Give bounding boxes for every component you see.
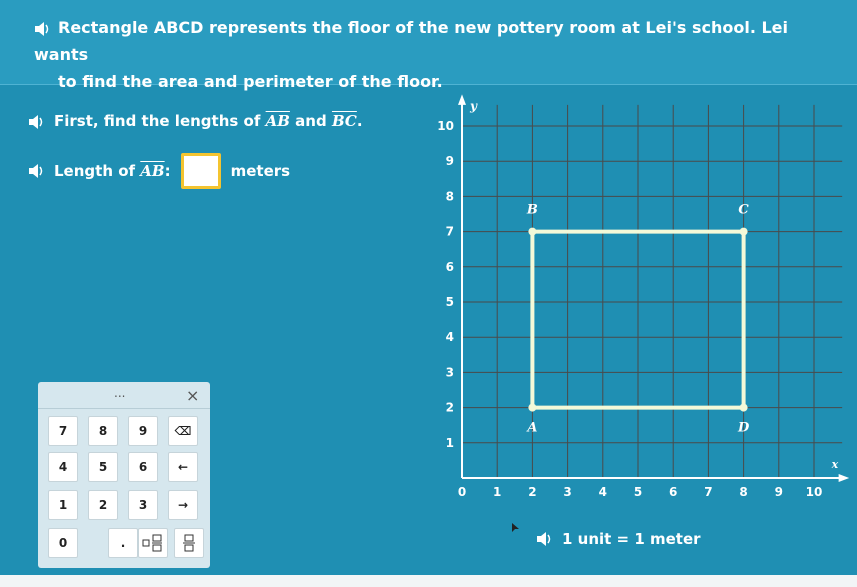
speaker-icon[interactable]	[34, 22, 50, 36]
y-tick-label: 5	[445, 295, 454, 309]
key-5[interactable]: 5	[88, 452, 118, 482]
length-colon: :	[164, 162, 171, 180]
speaker-icon[interactable]	[28, 115, 44, 129]
vertex-label-a: A	[527, 420, 538, 436]
x-tick-label: 0	[457, 485, 467, 499]
keypad-header	[38, 382, 210, 409]
key-3[interactable]: 3	[128, 490, 158, 520]
key-2[interactable]: 2	[88, 490, 118, 520]
key-4[interactable]: 4	[48, 452, 78, 482]
y-tick-label: 9	[445, 154, 454, 169]
y-tick-label: 8	[445, 189, 454, 204]
decimal-key[interactable]: .	[108, 528, 138, 558]
segment-bc: $\overline{BC}$	[331, 112, 357, 130]
x-tick-label: 9	[774, 485, 783, 499]
key-8[interactable]: 8	[88, 416, 118, 446]
problem-statement	[34, 14, 834, 95]
key-1[interactable]: 1	[48, 490, 78, 520]
coordinate-grid	[437, 99, 839, 508]
left-arrow-key[interactable]: ←	[168, 452, 198, 482]
instruction-and: and	[295, 112, 327, 130]
x-tick-label: 8	[739, 485, 748, 499]
speaker-icon[interactable]	[28, 164, 44, 178]
x-tick-label: 4	[598, 485, 607, 499]
y-tick-label: 6	[445, 259, 454, 274]
vertex-label-c: C	[738, 202, 749, 218]
y-tick-label: 2	[445, 400, 454, 415]
y-axis-label: y	[470, 99, 477, 114]
backspace-key[interactable]: ⌫	[168, 416, 198, 446]
problem-line-1: Rectangle ABCD represents the floor of the new pottery room at Lei's school. Lei wants	[34, 18, 788, 64]
key-0[interactable]: 0	[48, 528, 78, 558]
vertex-b	[528, 228, 536, 236]
y-tick-label: 1	[445, 435, 454, 450]
key-9[interactable]: 9	[128, 416, 158, 446]
length-answer-input[interactable]	[181, 153, 221, 189]
x-tick-label: 3	[563, 485, 572, 499]
close-icon[interactable]: ×	[186, 386, 200, 405]
length-label: Length of	[54, 162, 136, 180]
y-tick-label: 4	[445, 330, 454, 345]
length-unit: meters	[230, 162, 291, 180]
x-tick-label: 7	[704, 485, 713, 499]
right-arrow-key[interactable]: →	[168, 490, 198, 520]
x-axis-label: x	[831, 458, 839, 471]
unit-note	[536, 530, 701, 548]
key-6[interactable]: 6	[128, 452, 158, 482]
key-7[interactable]: 7	[48, 416, 78, 446]
vertex-a	[528, 404, 536, 412]
y-tick-label: 3	[445, 365, 454, 380]
y-tick-label: 7	[445, 224, 454, 239]
fraction-icon[interactable]	[174, 528, 204, 558]
keypad-drag-handle[interactable]: ...	[114, 386, 126, 400]
vertex-d	[740, 404, 748, 412]
x-tick-label: 6	[669, 485, 678, 499]
bottom-bar	[0, 575, 857, 587]
vertex-label-b: B	[526, 202, 538, 218]
y-axis-arrow	[458, 94, 466, 105]
unit-note-text: 1 unit = 1 meter	[562, 530, 701, 548]
segment-ab: $\overline{AB}$	[265, 112, 290, 130]
x-tick-label: 10	[805, 485, 823, 499]
x-tick-label: 2	[528, 485, 537, 499]
instruction	[28, 112, 363, 130]
vertex-label-d: D	[737, 420, 750, 436]
x-tick-label: 1	[493, 485, 502, 499]
x-tick-label: 5	[633, 485, 643, 499]
x-axis-arrow	[839, 474, 850, 482]
vertex-c	[740, 228, 748, 236]
length-segment: $\overline{AB}$	[140, 162, 165, 180]
instruction-prefix: First, find the lengths of	[54, 112, 261, 130]
mouse-cursor-icon	[512, 518, 520, 537]
mixed-number-icon[interactable]	[138, 528, 168, 558]
keypad	[38, 382, 210, 568]
instruction-period: .	[356, 112, 363, 130]
y-tick-label: 10	[437, 119, 454, 133]
problem-line-2: to find the area and perimeter of the floor.	[58, 72, 443, 91]
length-ab-row	[28, 152, 290, 190]
speaker-icon[interactable]	[536, 532, 552, 546]
